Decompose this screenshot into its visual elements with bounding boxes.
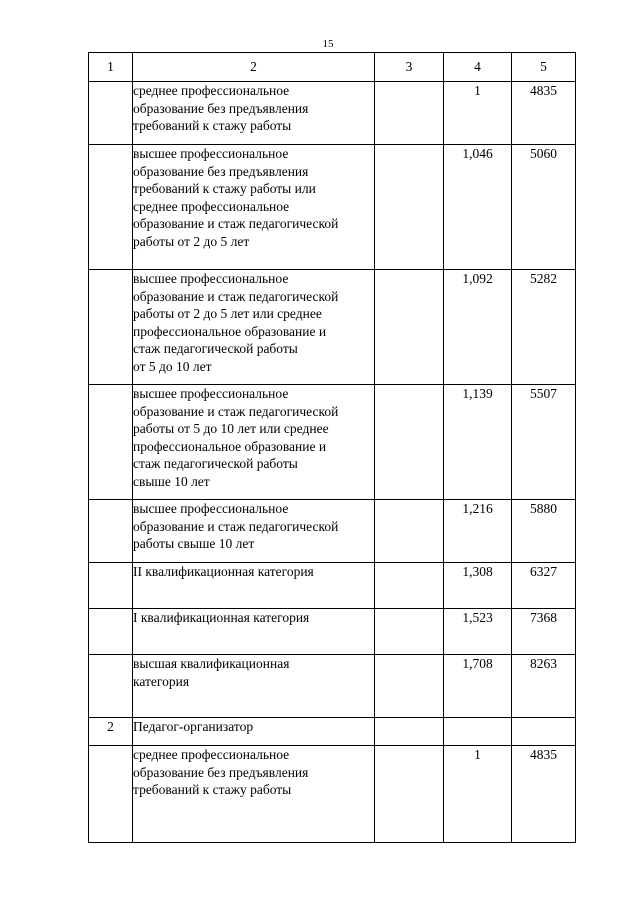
header-cell-1: 1 — [89, 53, 133, 82]
row-number-cell — [89, 500, 133, 563]
salary-cell — [512, 718, 576, 746]
table-row — [89, 270, 576, 385]
salary-cell: 6327 — [512, 563, 576, 609]
table-row — [89, 655, 576, 718]
table-row — [89, 563, 576, 609]
coefficient-cell: 1,139 — [444, 385, 512, 500]
coefficient-cell: 1,046 — [444, 145, 512, 270]
salary-table — [88, 52, 576, 843]
row-number-cell — [89, 563, 133, 609]
row-number-cell — [89, 655, 133, 718]
requirement-cell: высшее профессиональное образование и стаж педагогической работы от 5 до 10 лет или среднее профессиональное образование и стаж педагогической работы свыше 10 лет — [133, 385, 375, 500]
empty-cell — [375, 563, 444, 609]
table-row — [89, 718, 576, 746]
empty-cell — [375, 270, 444, 385]
empty-cell — [375, 82, 444, 145]
requirement-cell: высшее профессиональное образование и стаж педагогической работы от 2 до 5 лет или среднее профессиональное образование и стаж педагогической работы от 5 до 10 лет — [133, 270, 375, 385]
position-title-cell: Педагог-организатор — [133, 718, 375, 746]
salary-cell: 5880 — [512, 500, 576, 563]
coefficient-cell: 1 — [444, 82, 512, 145]
requirement-cell: среднее профессиональное образование без предъявления требований к стажу работы — [133, 82, 375, 145]
salary-cell: 5060 — [512, 145, 576, 270]
table-row — [89, 609, 576, 655]
empty-cell — [375, 655, 444, 718]
coefficient-cell: 1,216 — [444, 500, 512, 563]
header-cell-4: 4 — [444, 53, 512, 82]
table-row — [89, 385, 576, 500]
coefficient-cell — [444, 718, 512, 746]
coefficient-cell: 1,523 — [444, 609, 512, 655]
empty-cell — [375, 609, 444, 655]
header-cell-5: 5 — [512, 53, 576, 82]
coefficient-cell: 1,708 — [444, 655, 512, 718]
row-number-cell — [89, 746, 133, 843]
empty-cell — [375, 746, 444, 843]
requirement-cell: II квалификационная категория — [133, 563, 375, 609]
empty-cell — [375, 718, 444, 746]
salary-cell: 8263 — [512, 655, 576, 718]
coefficient-cell: 1 — [444, 746, 512, 843]
header-cell-2: 2 — [133, 53, 375, 82]
row-number-cell — [89, 82, 133, 145]
salary-cell: 7368 — [512, 609, 576, 655]
empty-cell — [375, 385, 444, 500]
requirement-cell: высшая квалификационная категория — [133, 655, 375, 718]
salary-cell: 5507 — [512, 385, 576, 500]
salary-cell: 4835 — [512, 82, 576, 145]
coefficient-cell: 1,092 — [444, 270, 512, 385]
requirement-cell: I квалификационная категория — [133, 609, 375, 655]
requirement-cell: среднее профессиональное образование без предъявления требований к стажу работы — [133, 746, 375, 843]
header-row — [89, 53, 576, 82]
row-number-cell — [89, 609, 133, 655]
requirement-cell: высшее профессиональное образование без предъявления требований к стажу работы или среднее профессиональное образование и стаж педагогической работы от 2 до 5 лет — [133, 145, 375, 270]
salary-cell: 4835 — [512, 746, 576, 843]
row-number-cell: 2 — [89, 718, 133, 746]
requirement-cell: высшее профессиональное образование и стаж педагогической работы свыше 10 лет — [133, 500, 375, 563]
empty-cell — [375, 500, 444, 563]
salary-cell: 5282 — [512, 270, 576, 385]
row-number-cell — [89, 270, 133, 385]
table-row — [89, 145, 576, 270]
empty-cell — [375, 145, 444, 270]
row-number-cell — [89, 145, 133, 270]
coefficient-cell: 1,308 — [444, 563, 512, 609]
page-number: 15 — [322, 38, 334, 50]
row-number-cell — [89, 385, 133, 500]
table-row — [89, 746, 576, 843]
table-row — [89, 500, 576, 563]
header-cell-3: 3 — [375, 53, 444, 82]
table-row — [89, 82, 576, 145]
